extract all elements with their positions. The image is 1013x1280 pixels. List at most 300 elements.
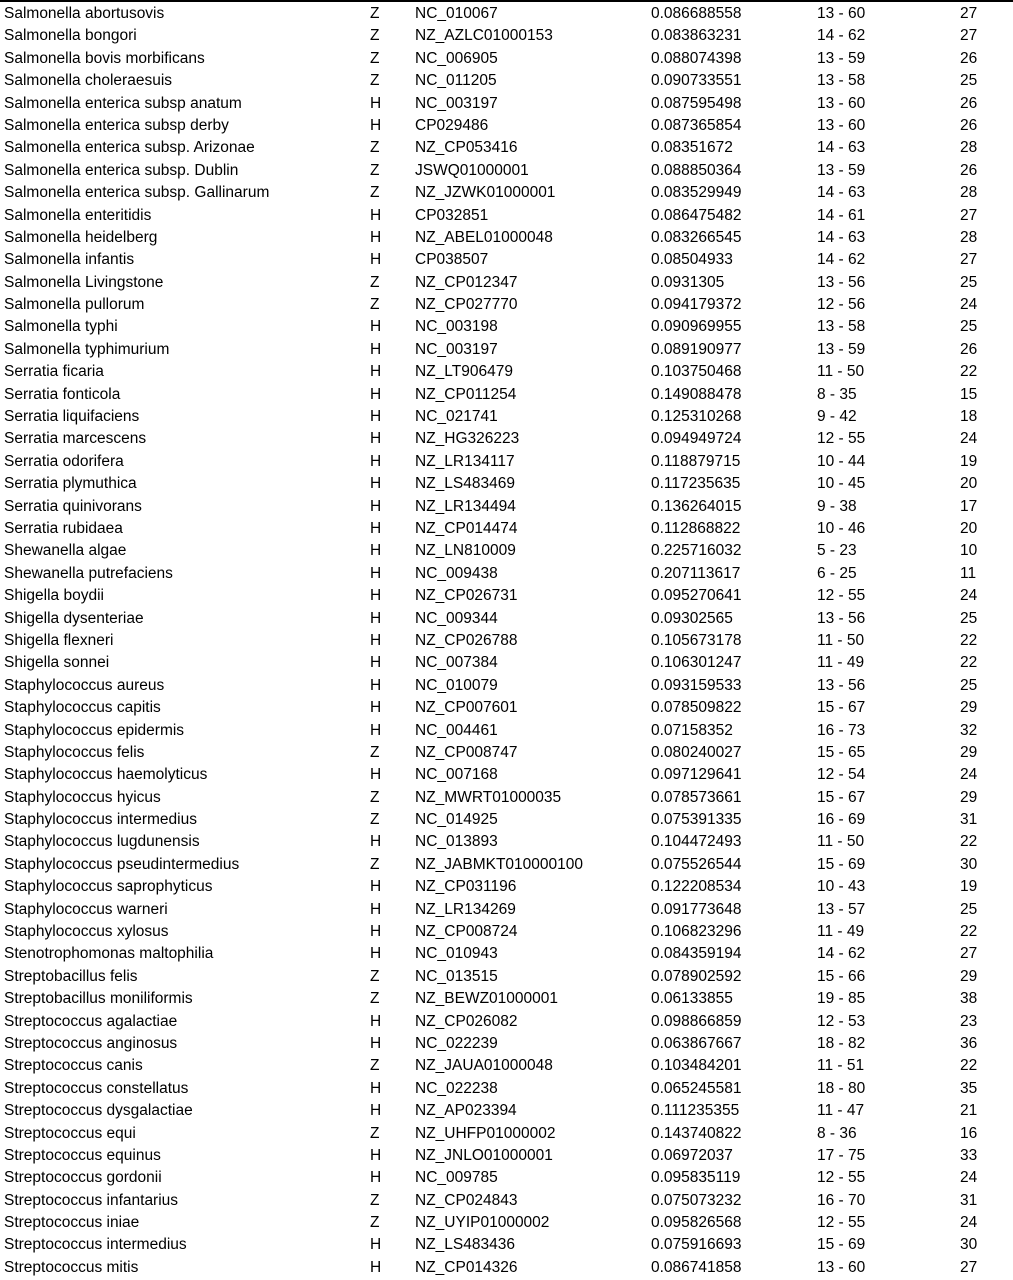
count-cell: 26	[960, 49, 978, 67]
species-name-cell: Salmonella enterica subsp derby	[4, 116, 229, 134]
host-type-cell: H	[370, 1146, 382, 1164]
table-row	[0, 1257, 1013, 1279]
species-name-cell: Salmonella typhi	[4, 318, 118, 336]
accession-cell: NZ_LS483469	[415, 475, 515, 493]
species-name-cell: Streptococcus constellatus	[4, 1079, 189, 1097]
count-cell: 22	[960, 654, 978, 672]
host-type-cell: H	[370, 542, 382, 560]
accession-cell: JSWQ01000001	[415, 161, 529, 179]
species-name-cell: Staphylococcus capitis	[4, 699, 161, 717]
table-row	[0, 1011, 1013, 1033]
range-cell: 15 - 69	[817, 1236, 866, 1254]
count-cell: 16	[960, 1124, 978, 1142]
host-type-cell: Z	[370, 1191, 380, 1209]
count-cell: 21	[960, 1102, 978, 1120]
species-name-cell: Staphylococcus xylosus	[4, 923, 169, 941]
host-type-cell: H	[370, 676, 382, 694]
table-row	[0, 406, 1013, 428]
count-cell: 35	[960, 1079, 978, 1097]
species-name-cell: Streptococcus equi	[4, 1124, 136, 1142]
range-cell: 13 - 60	[817, 116, 866, 134]
value-cell: 0.075526544	[651, 855, 742, 873]
data-table	[0, 3, 1013, 1279]
accession-cell: NZ_JAUA01000048	[415, 1057, 553, 1075]
species-name-cell: Staphylococcus hyicus	[4, 788, 161, 806]
value-cell: 0.084359194	[651, 945, 742, 963]
value-cell: 0.078573661	[651, 788, 742, 806]
table-row	[0, 809, 1013, 831]
value-cell: 0.06972037	[651, 1146, 733, 1164]
count-cell: 29	[960, 743, 978, 761]
species-name-cell: Serratia odorifera	[4, 452, 124, 470]
value-cell: 0.0931305	[651, 273, 725, 291]
species-name-cell: Streptococcus infantarius	[4, 1191, 179, 1209]
range-cell: 10 - 44	[817, 452, 866, 470]
value-cell: 0.098866859	[651, 1012, 742, 1030]
value-cell: 0.065245581	[651, 1079, 742, 1097]
host-type-cell: H	[370, 1102, 382, 1120]
count-cell: 27	[960, 251, 978, 269]
species-name-cell: Streptobacillus moniliformis	[4, 990, 193, 1008]
count-cell: 19	[960, 452, 978, 470]
count-cell: 24	[960, 296, 978, 314]
count-cell: 28	[960, 139, 978, 157]
count-cell: 25	[960, 676, 978, 694]
host-type-cell: H	[370, 251, 382, 269]
count-cell: 11	[960, 564, 977, 582]
species-name-cell: Streptococcus intermedius	[4, 1236, 187, 1254]
table-row	[0, 966, 1013, 988]
range-cell: 12 - 55	[817, 1214, 866, 1232]
count-cell: 27	[960, 945, 978, 963]
host-type-cell: H	[370, 609, 382, 627]
value-cell: 0.086741858	[651, 1258, 742, 1276]
species-name-cell: Serratia liquifaciens	[4, 408, 140, 426]
range-cell: 13 - 58	[817, 72, 866, 90]
range-cell: 12 - 55	[817, 430, 866, 448]
table-row	[0, 854, 1013, 876]
species-name-cell: Streptococcus mitis	[4, 1258, 139, 1276]
species-name-cell: Serratia ficaria	[4, 363, 104, 381]
table-row	[0, 921, 1013, 943]
value-cell: 0.083266545	[651, 228, 742, 246]
value-cell: 0.103750468	[651, 363, 742, 381]
host-type-cell: H	[370, 766, 382, 784]
value-cell: 0.086475482	[651, 206, 742, 224]
species-name-cell: Streptococcus iniae	[4, 1214, 140, 1232]
table-row	[0, 339, 1013, 361]
table-row	[0, 249, 1013, 271]
table-row	[0, 428, 1013, 450]
accession-cell: CP038507	[415, 251, 489, 269]
range-cell: 13 - 58	[817, 318, 866, 336]
value-cell: 0.063867667	[651, 1034, 742, 1052]
range-cell: 18 - 82	[817, 1034, 866, 1052]
table-row	[0, 1078, 1013, 1100]
species-name-cell: Streptococcus anginosus	[4, 1034, 178, 1052]
range-cell: 12 - 55	[817, 587, 866, 605]
count-cell: 25	[960, 609, 978, 627]
count-cell: 24	[960, 587, 978, 605]
host-type-cell: Z	[370, 788, 380, 806]
count-cell: 10	[960, 542, 978, 560]
host-type-cell: H	[370, 654, 382, 672]
value-cell: 0.118879715	[651, 452, 741, 470]
table-row	[0, 316, 1013, 338]
value-cell: 0.112868822	[651, 519, 741, 537]
species-name-cell: Shigella dysenteriae	[4, 609, 144, 627]
species-name-cell: Staphylococcus lugdunensis	[4, 833, 200, 851]
accession-cell: NC_004461	[415, 721, 498, 739]
host-type-cell: Z	[370, 967, 380, 985]
table-row	[0, 831, 1013, 853]
table-row	[0, 137, 1013, 159]
host-type-cell: H	[370, 1034, 382, 1052]
accession-cell: CP032851	[415, 206, 489, 224]
range-cell: 13 - 56	[817, 273, 866, 291]
table-row	[0, 93, 1013, 115]
value-cell: 0.075916693	[651, 1236, 742, 1254]
host-type-cell: Z	[370, 5, 380, 22]
accession-cell: NC_013515	[415, 967, 498, 985]
count-cell: 22	[960, 833, 978, 851]
value-cell: 0.117235635	[651, 475, 741, 493]
accession-cell: NZ_ABEL01000048	[415, 228, 553, 246]
species-name-cell: Salmonella enterica subsp. Arizonae	[4, 139, 255, 157]
count-cell: 33	[960, 1146, 978, 1164]
species-name-cell: Staphylococcus felis	[4, 743, 145, 761]
species-name-cell: Salmonella abortusovis	[4, 5, 165, 22]
range-cell: 12 - 56	[817, 296, 866, 314]
table-row	[0, 70, 1013, 92]
table-row	[0, 720, 1013, 742]
accession-cell: NZ_LT906479	[415, 363, 513, 381]
species-name-cell: Serratia rubidaea	[4, 519, 123, 537]
host-type-cell: Z	[370, 743, 380, 761]
table-row	[0, 25, 1013, 47]
range-cell: 11 - 51	[817, 1057, 865, 1075]
species-name-cell: Salmonella enterica subsp. Dublin	[4, 161, 239, 179]
value-cell: 0.093159533	[651, 676, 742, 694]
count-cell: 22	[960, 923, 978, 941]
host-type-cell: Z	[370, 161, 380, 179]
value-cell: 0.087595498	[651, 94, 742, 112]
range-cell: 12 - 53	[817, 1012, 866, 1030]
accession-cell: NZ_LR134269	[415, 900, 516, 918]
count-cell: 28	[960, 228, 978, 246]
table-row	[0, 764, 1013, 786]
species-name-cell: Salmonella pullorum	[4, 296, 145, 314]
accession-cell: NZ_CP026731	[415, 587, 518, 605]
species-name-cell: Staphylococcus intermedius	[4, 811, 197, 829]
host-type-cell: Z	[370, 811, 380, 829]
range-cell: 13 - 56	[817, 676, 866, 694]
host-type-cell: Z	[370, 184, 380, 202]
range-cell: 12 - 54	[817, 766, 866, 784]
species-name-cell: Streptobacillus felis	[4, 967, 138, 985]
range-cell: 5 - 23	[817, 542, 857, 560]
species-name-cell: Staphylococcus epidermis	[4, 721, 185, 739]
accession-cell: NZ_UYIP01000002	[415, 1214, 550, 1232]
count-cell: 17	[960, 497, 978, 515]
range-cell: 8 - 35	[817, 385, 857, 403]
species-name-cell: Shewanella putrefaciens	[4, 564, 173, 582]
table-row	[0, 115, 1013, 137]
accession-cell: NC_022238	[415, 1079, 498, 1097]
range-cell: 13 - 59	[817, 161, 866, 179]
species-name-cell: Salmonella enterica subsp anatum	[4, 94, 242, 112]
table-row	[0, 205, 1013, 227]
value-cell: 0.078902592	[651, 967, 742, 985]
value-cell: 0.083529949	[651, 184, 742, 202]
species-name-cell: Stenotrophomonas maltophilia	[4, 945, 214, 963]
accession-cell: NZ_LR134494	[415, 497, 516, 515]
accession-cell: NC_006905	[415, 49, 498, 67]
accession-cell: NC_022239	[415, 1034, 498, 1052]
accession-cell: NC_003197	[415, 94, 498, 112]
table-row	[0, 630, 1013, 652]
count-cell: 24	[960, 1169, 978, 1187]
count-cell: 31	[960, 1191, 978, 1209]
table-row	[0, 697, 1013, 719]
host-type-cell: H	[370, 631, 382, 649]
host-type-cell: H	[370, 385, 382, 403]
count-cell: 31	[960, 811, 978, 829]
range-cell: 14 - 62	[817, 251, 866, 269]
species-name-cell: Salmonella enterica subsp. Gallinarum	[4, 184, 270, 202]
accession-cell: NZ_BEWZ01000001	[415, 990, 559, 1008]
table-row	[0, 384, 1013, 406]
accession-cell: NC_011205	[415, 72, 497, 90]
species-name-cell: Staphylococcus saprophyticus	[4, 878, 213, 896]
host-type-cell: H	[370, 430, 382, 448]
value-cell: 0.090969955	[651, 318, 742, 336]
accession-cell: NC_003197	[415, 340, 498, 358]
host-type-cell: H	[370, 1236, 382, 1254]
range-cell: 14 - 63	[817, 139, 866, 157]
count-cell: 36	[960, 1034, 978, 1052]
accession-cell: NC_021741	[415, 408, 498, 426]
accession-cell: NZ_AZLC01000153	[415, 27, 553, 45]
value-cell: 0.091773648	[651, 900, 742, 918]
value-cell: 0.097129641	[651, 766, 742, 784]
host-type-cell: H	[370, 408, 382, 426]
count-cell: 19	[960, 878, 978, 896]
value-cell: 0.095835119	[651, 1169, 741, 1187]
count-cell: 29	[960, 699, 978, 717]
table-row	[0, 1033, 1013, 1055]
host-type-cell: H	[370, 900, 382, 918]
value-cell: 0.075073232	[651, 1191, 742, 1209]
count-cell: 25	[960, 273, 978, 291]
accession-cell: NZ_CP027770	[415, 296, 518, 314]
value-cell: 0.106823296	[651, 923, 742, 941]
species-name-cell: Streptococcus canis	[4, 1057, 143, 1075]
accession-cell: NZ_LN810009	[415, 542, 516, 560]
count-cell: 20	[960, 519, 978, 537]
table-row	[0, 988, 1013, 1010]
count-cell: 27	[960, 27, 978, 45]
range-cell: 13 - 60	[817, 94, 866, 112]
host-type-cell: H	[370, 1258, 382, 1276]
species-name-cell: Salmonella bongori	[4, 27, 137, 45]
count-cell: 20	[960, 475, 978, 493]
value-cell: 0.075391335	[651, 811, 742, 829]
value-cell: 0.225716032	[651, 542, 742, 560]
host-type-cell: Z	[370, 139, 380, 157]
value-cell: 0.122208534	[651, 878, 742, 896]
count-cell: 15	[960, 385, 978, 403]
species-name-cell: Salmonella enteritidis	[4, 206, 152, 224]
count-cell: 24	[960, 1214, 978, 1232]
table-row	[0, 1145, 1013, 1167]
accession-cell: NC_014925	[415, 811, 498, 829]
host-type-cell: H	[370, 699, 382, 717]
table-row	[0, 1167, 1013, 1189]
host-type-cell: Z	[370, 273, 380, 291]
table-row	[0, 899, 1013, 921]
host-type-cell: H	[370, 228, 382, 246]
table-row	[0, 3, 1013, 25]
count-cell: 27	[960, 5, 978, 22]
host-type-cell: H	[370, 1012, 382, 1030]
value-cell: 0.095826568	[651, 1214, 742, 1232]
count-cell: 22	[960, 363, 978, 381]
value-cell: 0.207113617	[651, 564, 741, 582]
range-cell: 11 - 49	[817, 923, 865, 941]
range-cell: 16 - 69	[817, 811, 866, 829]
table-top-rule	[0, 0, 1013, 2]
accession-cell: NZ_CP026082	[415, 1012, 518, 1030]
range-cell: 14 - 62	[817, 945, 866, 963]
value-cell: 0.088850364	[651, 161, 742, 179]
table-row	[0, 943, 1013, 965]
range-cell: 14 - 62	[817, 27, 866, 45]
range-cell: 8 - 36	[817, 1124, 857, 1142]
species-name-cell: Serratia fonticola	[4, 385, 121, 403]
accession-cell: NC_007384	[415, 654, 498, 672]
host-type-cell: H	[370, 116, 382, 134]
value-cell: 0.06133855	[651, 990, 733, 1008]
range-cell: 11 - 47	[817, 1102, 865, 1120]
range-cell: 19 - 85	[817, 990, 866, 1008]
count-cell: 23	[960, 1012, 978, 1030]
table-row	[0, 182, 1013, 204]
range-cell: 15 - 65	[817, 743, 866, 761]
value-cell: 0.095270641	[651, 587, 742, 605]
value-cell: 0.103484201	[651, 1057, 742, 1075]
count-cell: 25	[960, 72, 978, 90]
count-cell: 27	[960, 1258, 978, 1276]
range-cell: 15 - 69	[817, 855, 866, 873]
table-row	[0, 361, 1013, 383]
accession-cell: NZ_MWRT01000035	[415, 788, 562, 806]
range-cell: 9 - 42	[817, 408, 857, 426]
count-cell: 32	[960, 721, 978, 739]
accession-cell: NC_010079	[415, 676, 498, 694]
value-cell: 0.106301247	[651, 654, 742, 672]
count-cell: 30	[960, 855, 978, 873]
species-name-cell: Streptococcus agalactiae	[4, 1012, 178, 1030]
range-cell: 6 - 25	[817, 564, 857, 582]
count-cell: 18	[960, 408, 978, 426]
accession-cell: NZ_CP031196	[415, 878, 517, 896]
value-cell: 0.087365854	[651, 116, 742, 134]
host-type-cell: Z	[370, 1057, 380, 1075]
table-row	[0, 1234, 1013, 1256]
accession-cell: NZ_JZWK01000001	[415, 184, 556, 202]
count-cell: 30	[960, 1236, 978, 1254]
value-cell: 0.104472493	[651, 833, 742, 851]
value-cell: 0.089190977	[651, 340, 742, 358]
species-name-cell: Salmonella typhimurium	[4, 340, 170, 358]
range-cell: 14 - 61	[817, 206, 866, 224]
table-row	[0, 585, 1013, 607]
species-name-cell: Salmonella bovis morbificans	[4, 49, 205, 67]
table-row	[0, 1100, 1013, 1122]
range-cell: 17 - 75	[817, 1146, 866, 1164]
table-row	[0, 876, 1013, 898]
range-cell: 9 - 38	[817, 497, 857, 515]
count-cell: 25	[960, 318, 978, 336]
range-cell: 11 - 50	[817, 363, 865, 381]
table-row	[0, 160, 1013, 182]
value-cell: 0.078509822	[651, 699, 742, 717]
range-cell: 11 - 50	[817, 833, 865, 851]
table-row	[0, 742, 1013, 764]
accession-cell: NZ_CP026788	[415, 631, 518, 649]
species-name-cell: Streptococcus dysgalactiae	[4, 1102, 193, 1120]
accession-cell: NC_010943	[415, 945, 498, 963]
accession-cell: NZ_CP012347	[415, 273, 518, 291]
species-name-cell: Shigella boydii	[4, 587, 104, 605]
host-type-cell: H	[370, 318, 382, 336]
host-type-cell: Z	[370, 296, 380, 314]
host-type-cell: H	[370, 923, 382, 941]
range-cell: 14 - 63	[817, 228, 866, 246]
count-cell: 22	[960, 1057, 978, 1075]
accession-cell: NZ_JNLO01000001	[415, 1146, 553, 1164]
host-type-cell: Z	[370, 1124, 380, 1142]
host-type-cell: H	[370, 363, 382, 381]
value-cell: 0.105673178	[651, 631, 742, 649]
species-name-cell: Staphylococcus haemolyticus	[4, 766, 208, 784]
table-row	[0, 1055, 1013, 1077]
accession-cell: NC_003198	[415, 318, 498, 336]
species-name-cell: Streptococcus gordonii	[4, 1169, 162, 1187]
table-row	[0, 675, 1013, 697]
range-cell: 10 - 45	[817, 475, 866, 493]
range-cell: 10 - 43	[817, 878, 866, 896]
table-row	[0, 652, 1013, 674]
count-cell: 26	[960, 161, 978, 179]
species-name-cell: Serratia plymuthica	[4, 475, 137, 493]
table-row	[0, 1212, 1013, 1234]
host-type-cell: H	[370, 1079, 382, 1097]
range-cell: 15 - 67	[817, 699, 866, 717]
table-row	[0, 473, 1013, 495]
accession-cell: NC_007168	[415, 766, 498, 784]
range-cell: 15 - 66	[817, 967, 866, 985]
range-cell: 13 - 60	[817, 5, 866, 22]
accession-cell: NC_009785	[415, 1169, 498, 1187]
species-name-cell: Shigella sonnei	[4, 654, 110, 672]
count-cell: 29	[960, 967, 978, 985]
value-cell: 0.08351672	[651, 139, 733, 157]
value-cell: 0.088074398	[651, 49, 742, 67]
accession-cell: NZ_CP014326	[415, 1258, 518, 1276]
host-type-cell: Z	[370, 49, 380, 67]
